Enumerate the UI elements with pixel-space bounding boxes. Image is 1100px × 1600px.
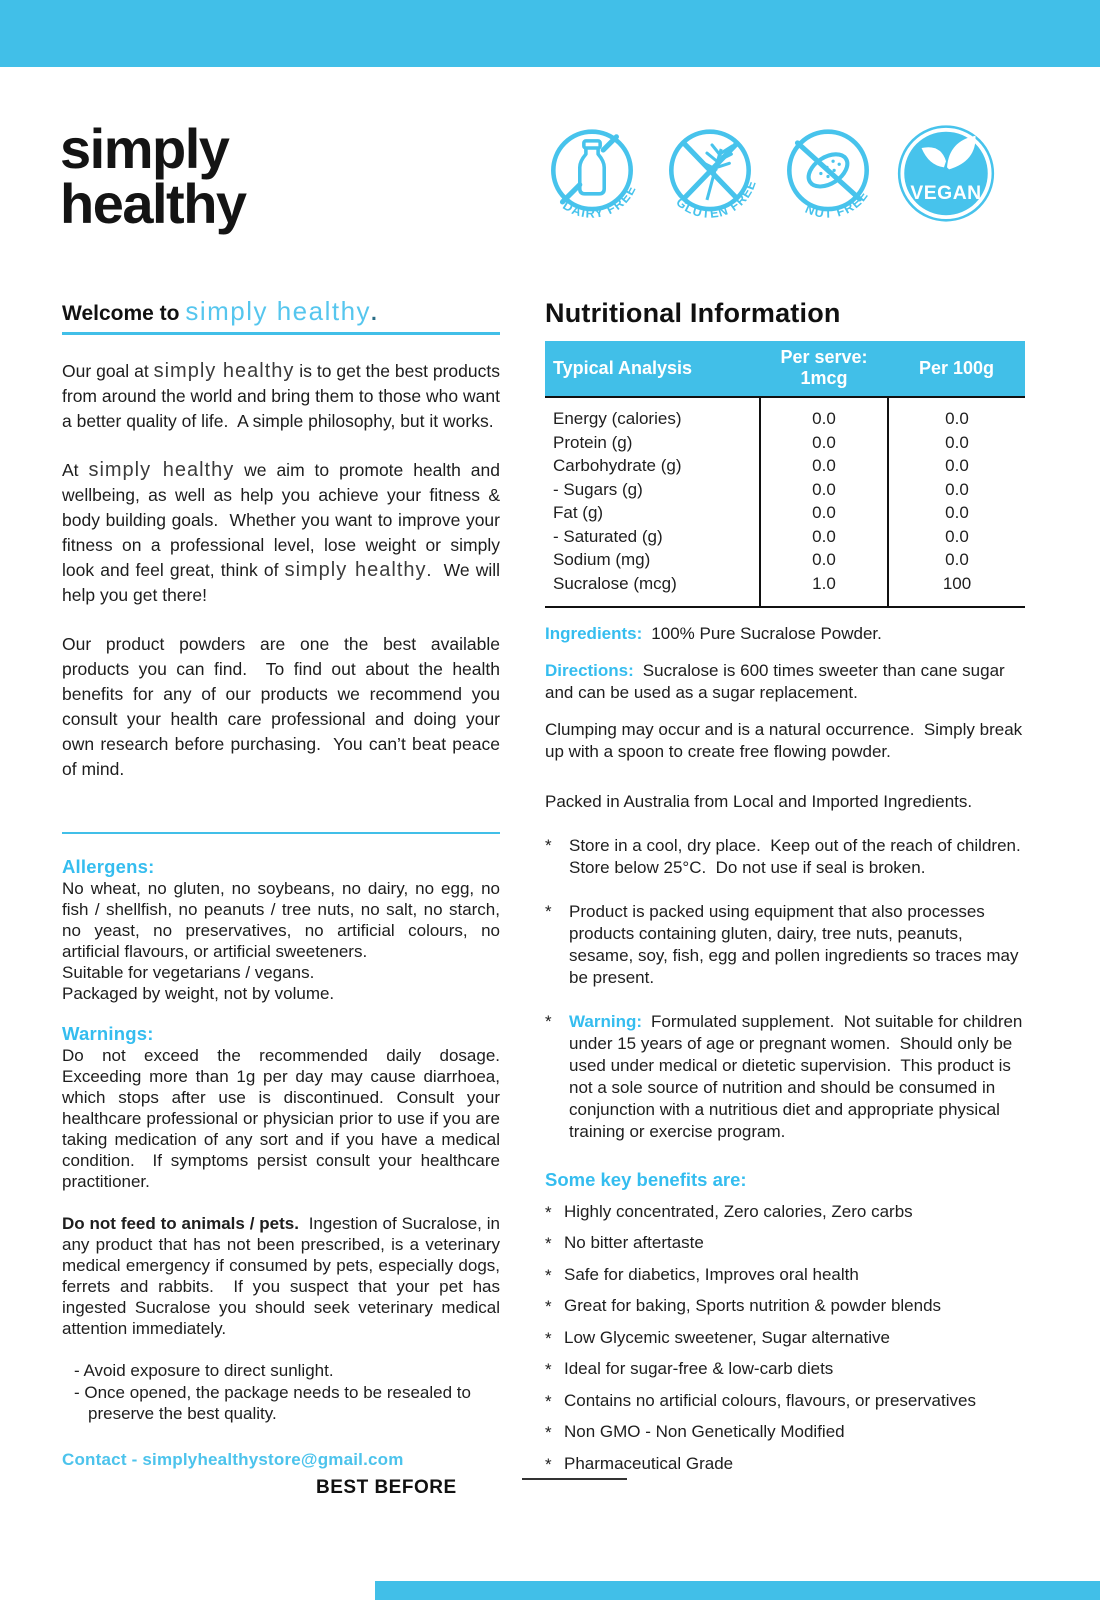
table-row (545, 525, 1025, 549)
note-text: Product is packed using equipment that also processes products containing gluten, dairy, tree nuts, peanuts, sesame, soy, fish, egg and pollen ingredients so traces may be present. (569, 902, 1024, 987)
intro-paragraph-2 (62, 458, 505, 608)
svg-text:GLUTEN FREE: GLUTEN FREE (673, 177, 760, 221)
intro-p1-text: Our goal at (62, 361, 154, 381)
intro-p1-text-b: is to get the best products from around the world and bring them to those who want a better quality of life. A simple philosophy, but it works. (62, 361, 505, 431)
table-row (545, 478, 1025, 502)
pets-warning-bold: Do not feed to animals / pets. (62, 1214, 299, 1233)
welcome-brand: simply healthy (185, 296, 372, 326)
table-row (545, 572, 1025, 608)
nutrient-per-serve: 0.0 (760, 501, 888, 525)
benefit-item (545, 1203, 1030, 1223)
asterisk-bullet: * (545, 1454, 552, 1474)
benefit-item (545, 1360, 1030, 1380)
warnings-body: Do not exceed the recommended daily dosage. Exceeding more than 1g per day may cause diarrhoea, which stops after use is discontinued. Consult your healthcare professional or physician prior to use if you are taking medication of any sort and if you have a medical condition. If symptoms persist consult your healthcare practitioner. (62, 1046, 505, 1191)
benefit-item (545, 1455, 1030, 1475)
welcome-suffix: . (371, 302, 377, 325)
allergens-heading: Allergens: (62, 856, 155, 877)
brand-logo (60, 117, 246, 235)
storage-tip: - Once opened, the package needs to be resealed to preserve the best quality. (74, 1382, 476, 1423)
svg-text:NUT FREE: NUT FREE (803, 187, 872, 221)
nutrient-label: - Saturated (g) (553, 526, 663, 546)
right-column (545, 298, 1030, 1475)
benefit-text: Low Glycemic sweetener, Sugar alternative (564, 1327, 890, 1347)
asterisk-bullet: * (545, 1234, 552, 1253)
column-header: Per serve: 1mcg (760, 341, 888, 397)
warnings-heading: Warnings: (62, 1023, 154, 1044)
nutrient-label: - Sugars (g) (553, 479, 643, 499)
benefit-text: Ideal for sugar-free & low-carb diets (564, 1359, 834, 1378)
signature-line (522, 1478, 627, 1480)
pets-warning-text: Ingestion of Sucralose, in any product that has not been prescribed, is a veterinary medical emergency if consumed by pets, especially dogs, ferrets and rabbits. If you suspect that your pet has ingested Sucralose you should seek veterinary medical attention immediately. (62, 1214, 505, 1338)
benefit-item (545, 1392, 1030, 1412)
nutrient-per-serve: 1.0 (760, 572, 888, 608)
benefit-item (545, 1234, 1030, 1254)
welcome-heading (62, 296, 500, 335)
table-row (545, 431, 1025, 455)
benefits-heading: Some key benefits are: (545, 1169, 747, 1190)
ingredients-label: Ingredients: (545, 624, 643, 643)
intro-p2-text-b: we aim to promote health and wellbeing, as well as help you achieve your fitness & body building goals. Whether you want to improve your fitness on a professional level, lose weight or simply look and feel great, think of (62, 460, 505, 580)
asterisk-bullet: * (545, 1423, 552, 1442)
asterisk-bullet: * (545, 1202, 552, 1222)
clumping-paragraph: Clumping may occur and is a natural occurrence. Simply break up with a spoon to create free flowing powder. (545, 720, 1027, 761)
nutrient-label: Fat (g) (553, 503, 604, 522)
allergens-line-vegetarians: Suitable for vegetarians / vegans. (62, 963, 315, 982)
intro-p2-text-c: . We will help you get there! (62, 560, 505, 605)
intro-p2-text: At (62, 460, 89, 480)
warning-text: Formulated supplement. Not suitable for children under 15 years of age or pregnant women. Should only be used under medical or dietetic supervision. This product is not a sole source of nutrition and should be consumed in conjunction with a nutritious diet and appropriate physical training or exercise program. (569, 1012, 1028, 1141)
brand-logo-line1: simply (60, 117, 229, 180)
benefit-text: Non GMO - Non Genetically Modified (564, 1422, 845, 1441)
nutrient-label: Carbohydrate (g) (553, 456, 682, 475)
benefit-text: Safe for diabetics, Improves oral health (564, 1264, 859, 1284)
nutrient-per-100g: 0.0 (945, 479, 969, 499)
warning-label: Warning: (569, 1012, 643, 1031)
storage-tip: - Avoid exposure to direct sunlight. (74, 1361, 334, 1380)
nutrient-per-100g: 0.0 (945, 409, 969, 428)
certification-badges (536, 122, 1002, 230)
welcome-prefix: Welcome to (62, 302, 186, 325)
left-column (62, 296, 505, 1470)
contact-email[interactable]: Contact - simplyhealthystore@gmail.com (62, 1449, 404, 1469)
nutrient-per-serve: 0.0 (760, 431, 888, 455)
nutrient-per-serve: 0.0 (760, 548, 888, 572)
asterisk-bullet: * (545, 1265, 552, 1285)
nutrient-per-serve: 0.0 (760, 478, 888, 502)
asterisk-bullet: * (545, 1391, 552, 1411)
table-row (545, 501, 1025, 525)
gluten-free-icon (654, 122, 766, 230)
directions-text: Sucralose is 600 times sweeter than cane sugar and can be used as a sugar replacement. (545, 661, 1010, 702)
column-header: Typical Analysis (545, 341, 760, 397)
nutrient-per-100g: 0.0 (945, 550, 969, 569)
asterisk-bullet: * (545, 902, 552, 921)
directions-label: Directions: (545, 661, 634, 680)
nutrient-label: Protein (g) (553, 432, 633, 452)
pets-warning-paragraph (62, 1213, 505, 1339)
nutrient-per-100g: 100 (942, 573, 972, 593)
benefit-text: Pharmaceutical Grade (564, 1453, 734, 1473)
table-row (545, 397, 1025, 431)
note-text (569, 1011, 1030, 1143)
nutrient-label: Energy (calories) (553, 409, 682, 428)
nutrient-per-serve: 0.0 (760, 397, 888, 431)
packed-paragraph: Packed in Australia from Local and Imported Ingredients. (545, 792, 973, 811)
ingredients-text: 100% Pure Sucralose Powder. (651, 624, 882, 643)
table-header-row (545, 341, 1025, 397)
asterisk-bullet: * (545, 836, 552, 855)
dairy-free-icon (536, 122, 648, 230)
section-divider (62, 832, 500, 834)
benefit-text: Great for baking, Sports nutrition & powder blends (564, 1296, 942, 1315)
storage-tips (62, 1360, 500, 1425)
asterisk-bullet: * (545, 1328, 552, 1348)
intro-paragraph-3: Our product powders are one the best available products you can find. To find out about the health benefits for any of our products we recommend you consult your health care professional and doing your own research before purchasing. You can’t beat peace of mind. (62, 634, 505, 779)
nutrition-title: Nutritional Information (545, 298, 841, 328)
brand-mention: simply healthy (88, 459, 235, 481)
nutrient-per-serve: 0.0 (760, 454, 888, 478)
nutrition-table (545, 341, 1025, 608)
directions-paragraph (545, 660, 1030, 704)
benefit-text: Contains no artificial colours, flavours, or preservatives (564, 1390, 976, 1410)
note-text: Store in a cool, dry place. Keep out of the reach of children. Store below 25°C. Do not use if seal is broken. (569, 836, 1031, 877)
benefit-item (545, 1423, 1030, 1443)
column-header: Per 100g (888, 341, 1025, 397)
brand-mention: simply healthy (153, 360, 295, 382)
brand-logo-line2: healthy (60, 171, 246, 235)
ingredients-paragraph (545, 623, 1030, 645)
note-storage (545, 835, 1030, 879)
table-row (545, 548, 1025, 572)
nutrient-per-100g: 0.0 (945, 526, 969, 546)
table-row (545, 454, 1025, 478)
nutrient-per-serve: 0.0 (760, 525, 888, 549)
intro-paragraph-1 (62, 359, 505, 434)
benefit-text: No bitter aftertaste (564, 1233, 704, 1252)
top-accent-bar (0, 0, 1100, 67)
benefit-item (545, 1297, 1030, 1317)
allergens-body: No wheat, no gluten, no soybeans, no dairy, no egg, no fish / shellfish, no peanuts / tree nuts, no salt, no starch, no yeast, no preservatives, no artificial colours, no artificial flavours, or artificial sweeteners. (62, 879, 505, 961)
asterisk-bullet: * (545, 1012, 552, 1031)
benefit-item (545, 1329, 1030, 1349)
benefit-text: Highly concentrated, Zero calories, Zero carbs (564, 1201, 913, 1221)
asterisk-bullet: * (545, 1297, 552, 1316)
nutrient-per-100g: 0.0 (945, 432, 969, 452)
nutrient-label: Sodium (mg) (553, 550, 651, 569)
bottom-accent-bar (375, 1581, 1100, 1600)
svg-text:DAIRY FREE: DAIRY FREE (560, 182, 640, 221)
nut-free-icon (772, 122, 884, 230)
nutrient-label: Sucralose (mcg) (553, 573, 677, 593)
asterisk-bullet: * (545, 1360, 552, 1379)
brand-mention: simply healthy (284, 559, 427, 581)
benefit-item (545, 1266, 1030, 1286)
vegan-icon (890, 122, 1002, 230)
nutrient-per-100g: 0.0 (945, 503, 969, 522)
nutrient-per-100g: 0.0 (945, 456, 969, 475)
note-cross-contamination (545, 901, 1030, 989)
note-warning (545, 1011, 1030, 1143)
allergens-line-weight: Packaged by weight, not by volume. (62, 984, 335, 1003)
svg-text:VEGAN: VEGAN (910, 181, 982, 204)
best-before-label: BEST BEFORE (316, 1477, 457, 1498)
